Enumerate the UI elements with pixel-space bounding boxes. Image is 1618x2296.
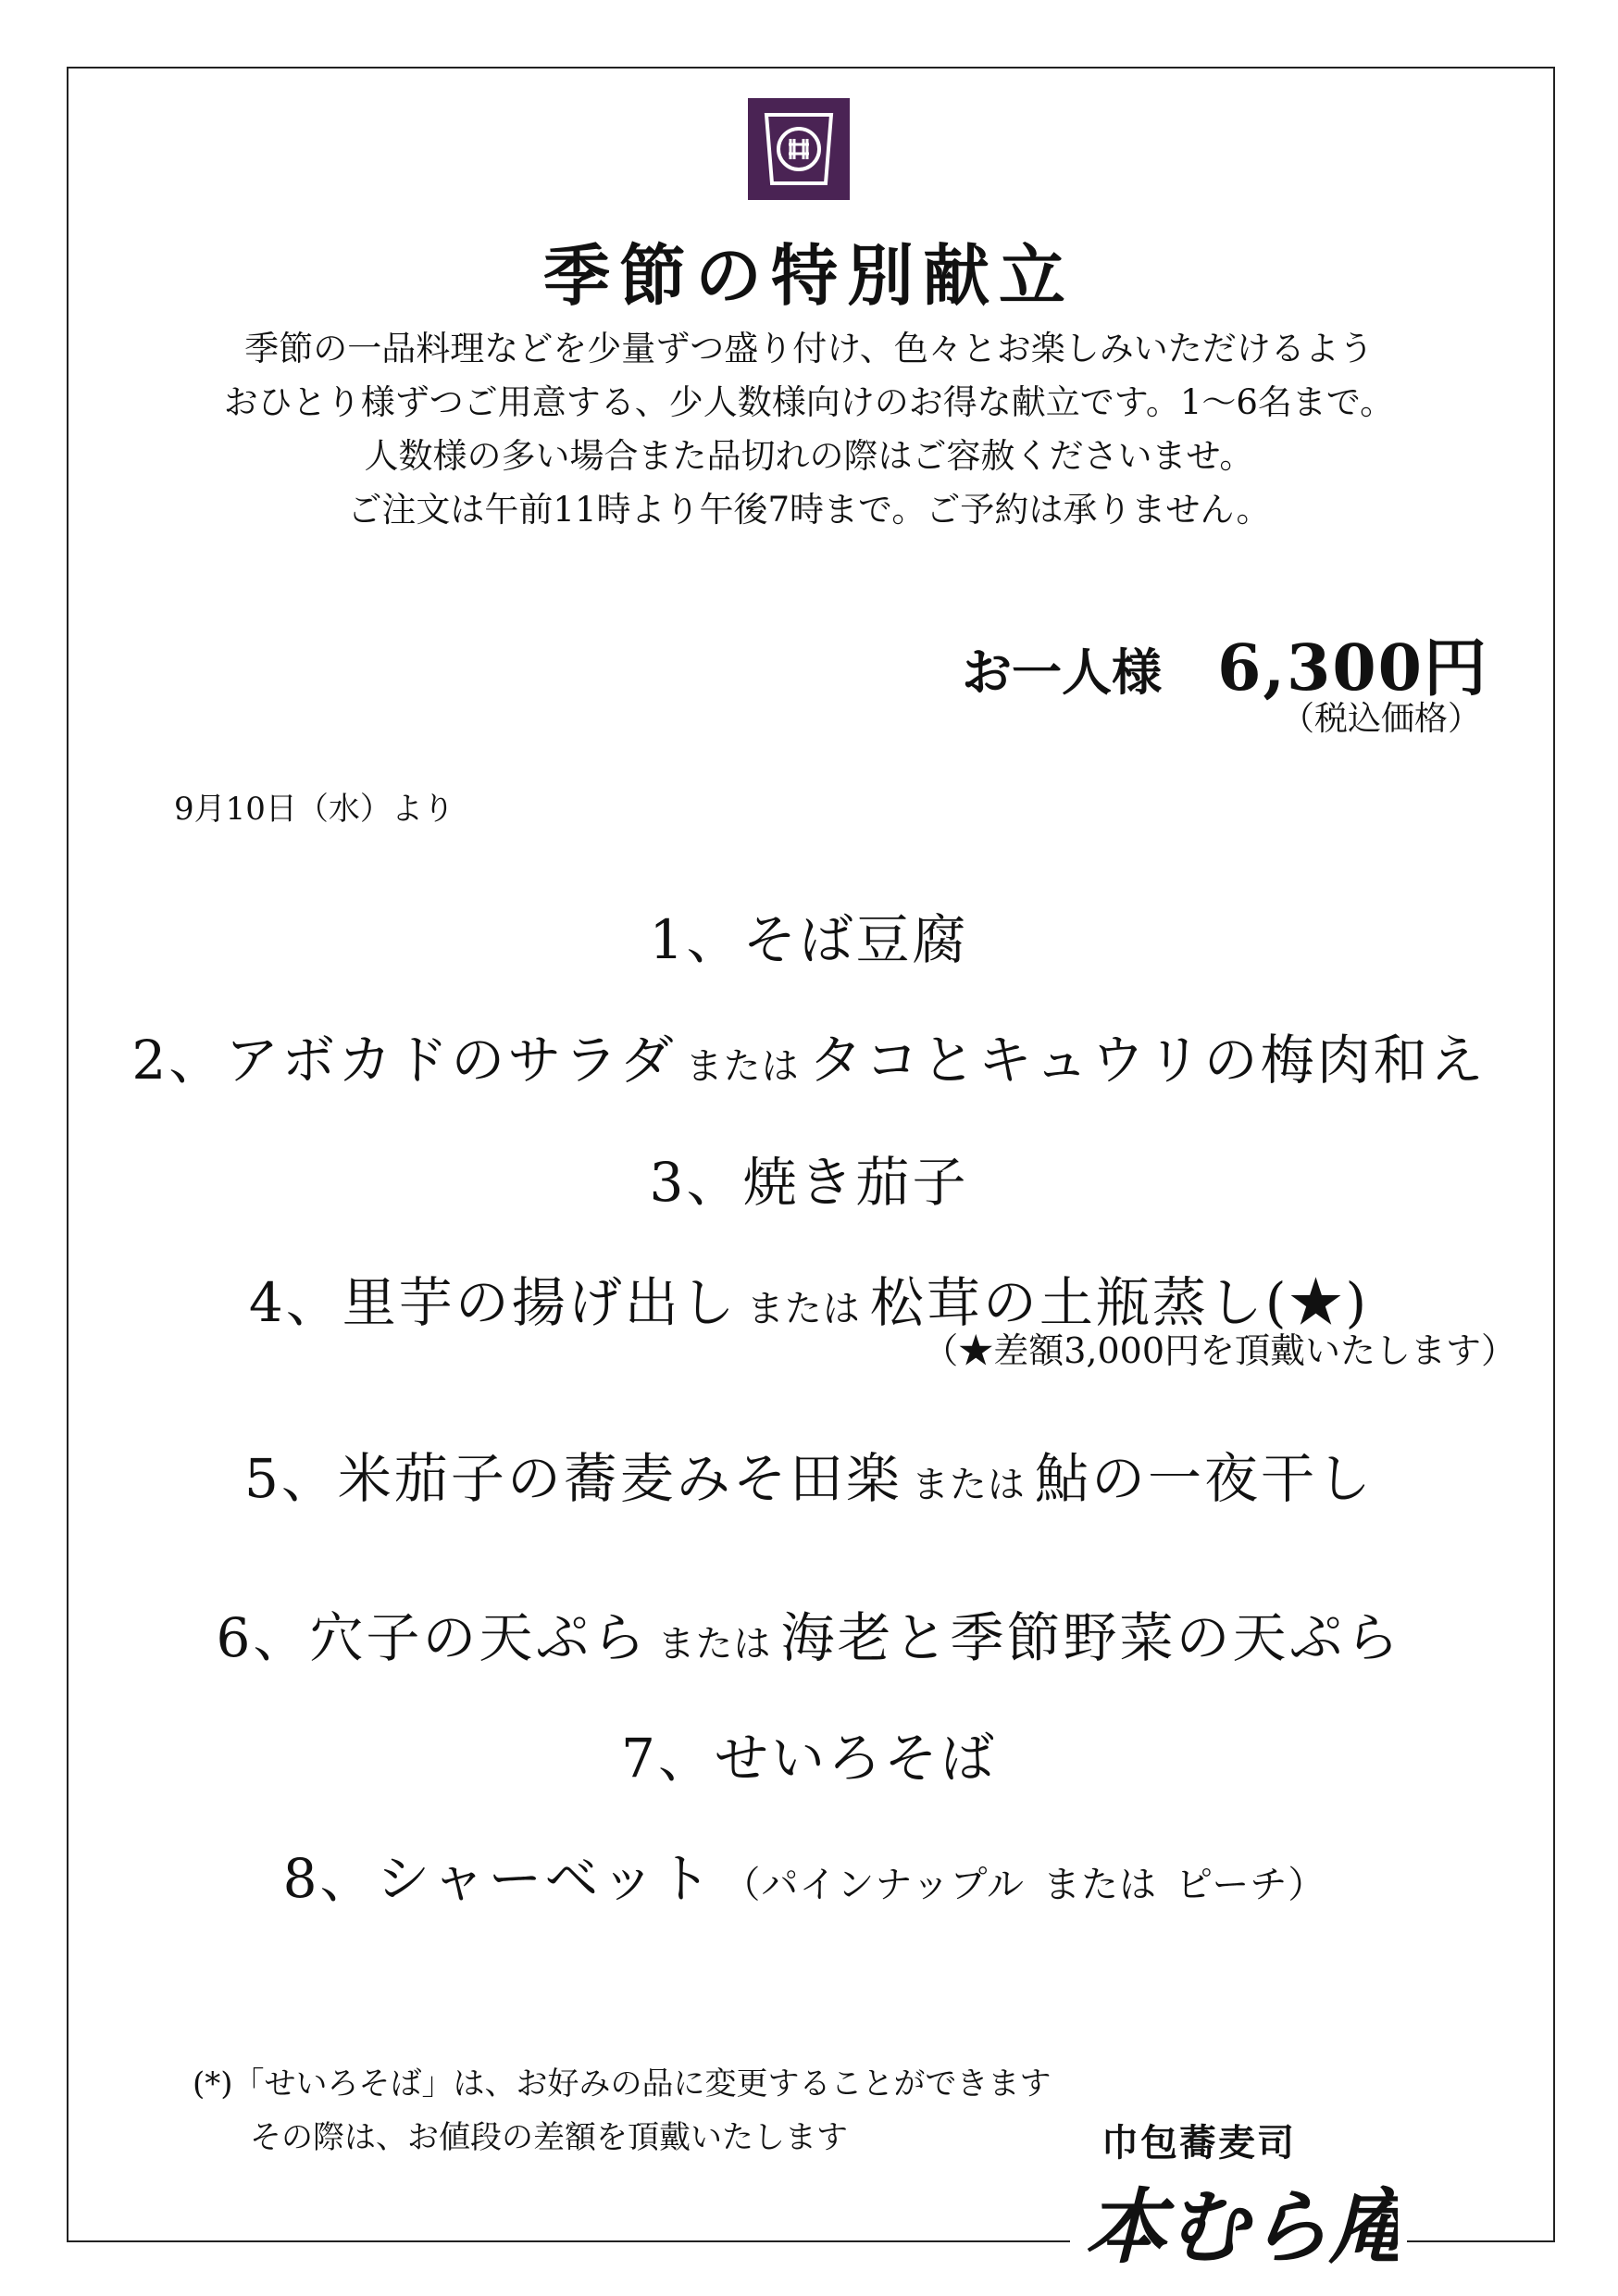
menu-item-main: 2、アボカドのサラダ (131, 1029, 677, 1092)
bottom-rule-left (67, 2240, 1070, 2242)
intro-text (0, 322, 1618, 537)
menu-item-or: または (657, 1623, 772, 1666)
menu-item-or: または (1042, 1864, 1157, 1906)
footnote (193, 2057, 1052, 2165)
menu-item-or: または (746, 1288, 861, 1330)
tax-note: （税込価格） (1280, 700, 1481, 738)
menu-item-or: または (685, 1045, 800, 1088)
menu-item-main: 6、穴子の天ぷら (216, 1606, 649, 1669)
intro-line: 人数様の多い場合また品切れの際はご容赦くださいませ。 (364, 436, 1254, 476)
footnote-line: (*)「せいろそば」は、お好みの品に変更することができます (193, 2065, 1052, 2103)
menu-item-or: または (911, 1464, 1026, 1506)
menu-item-alt: 鮎の一夜干し (1034, 1447, 1374, 1510)
intro-line: ご注文は午前11時より午後7時まで。ご予約は承りません。 (347, 490, 1271, 530)
intro-line: おひとり様ずつご用意する、少人数様向けのお得な献立です。1～6名まで。 (223, 382, 1395, 422)
menu-item-detail-open: （パインナップル (723, 1864, 1025, 1906)
signature-logo (1079, 2107, 1398, 2274)
start-date: 9月10日（水）より (174, 791, 454, 828)
price-label: お一人様 (962, 643, 1163, 702)
menu-item-alt: 松茸の土瓶蒸し(★) (869, 1271, 1370, 1334)
menu-item-3 (0, 1139, 1618, 1217)
menu-item-1 (0, 896, 1618, 974)
menu-item-main: 5、米茄子の蕎麦みそ田楽 (244, 1447, 902, 1510)
menu-item-detail-close: ピーチ） (1175, 1864, 1326, 1906)
menu-item-alt: 海老と季節野菜の天ぷら (780, 1606, 1402, 1669)
menu-item-2 (0, 1017, 1618, 1094)
menu-item-8 (0, 1835, 1618, 1913)
intro-line: 季節の一品料理などを少量ずつ盛り付け、色々とお楽しみいただけるよう (244, 329, 1374, 368)
price-amount: 6,300円 (1217, 631, 1488, 705)
menu-item-main: 1、そば豆腐 (649, 908, 969, 971)
kimura-crest-icon (748, 98, 850, 200)
footnote-line: その際は、お値段の差額を頂戴いたします (250, 2119, 848, 2156)
page-title: 季節の特別献立 (542, 236, 1075, 315)
signature-name: 本むら庵 (1085, 2178, 1398, 2274)
menu-item-main: 3、焼き茄子 (649, 1151, 969, 1214)
signature-subtitle: 巾包蕎麦司 (1101, 2121, 1296, 2165)
menu-item-7 (0, 1715, 1618, 1792)
menu-item-main: 8、シャーベット (282, 1847, 715, 1910)
menu-item-alt: タコとキュウリの梅肉和え (808, 1029, 1487, 1092)
bottom-rule-right (1407, 2240, 1553, 2242)
menu-item-6 (0, 1594, 1618, 1672)
menu-item-main: 4、里芋の揚げ出し (248, 1271, 738, 1334)
menu-item-main: 7、せいろそば (621, 1727, 997, 1790)
menu-item-4-note: （★差額3,000円を頂戴いたします） (923, 1330, 1516, 1371)
menu-item-5 (0, 1435, 1618, 1513)
